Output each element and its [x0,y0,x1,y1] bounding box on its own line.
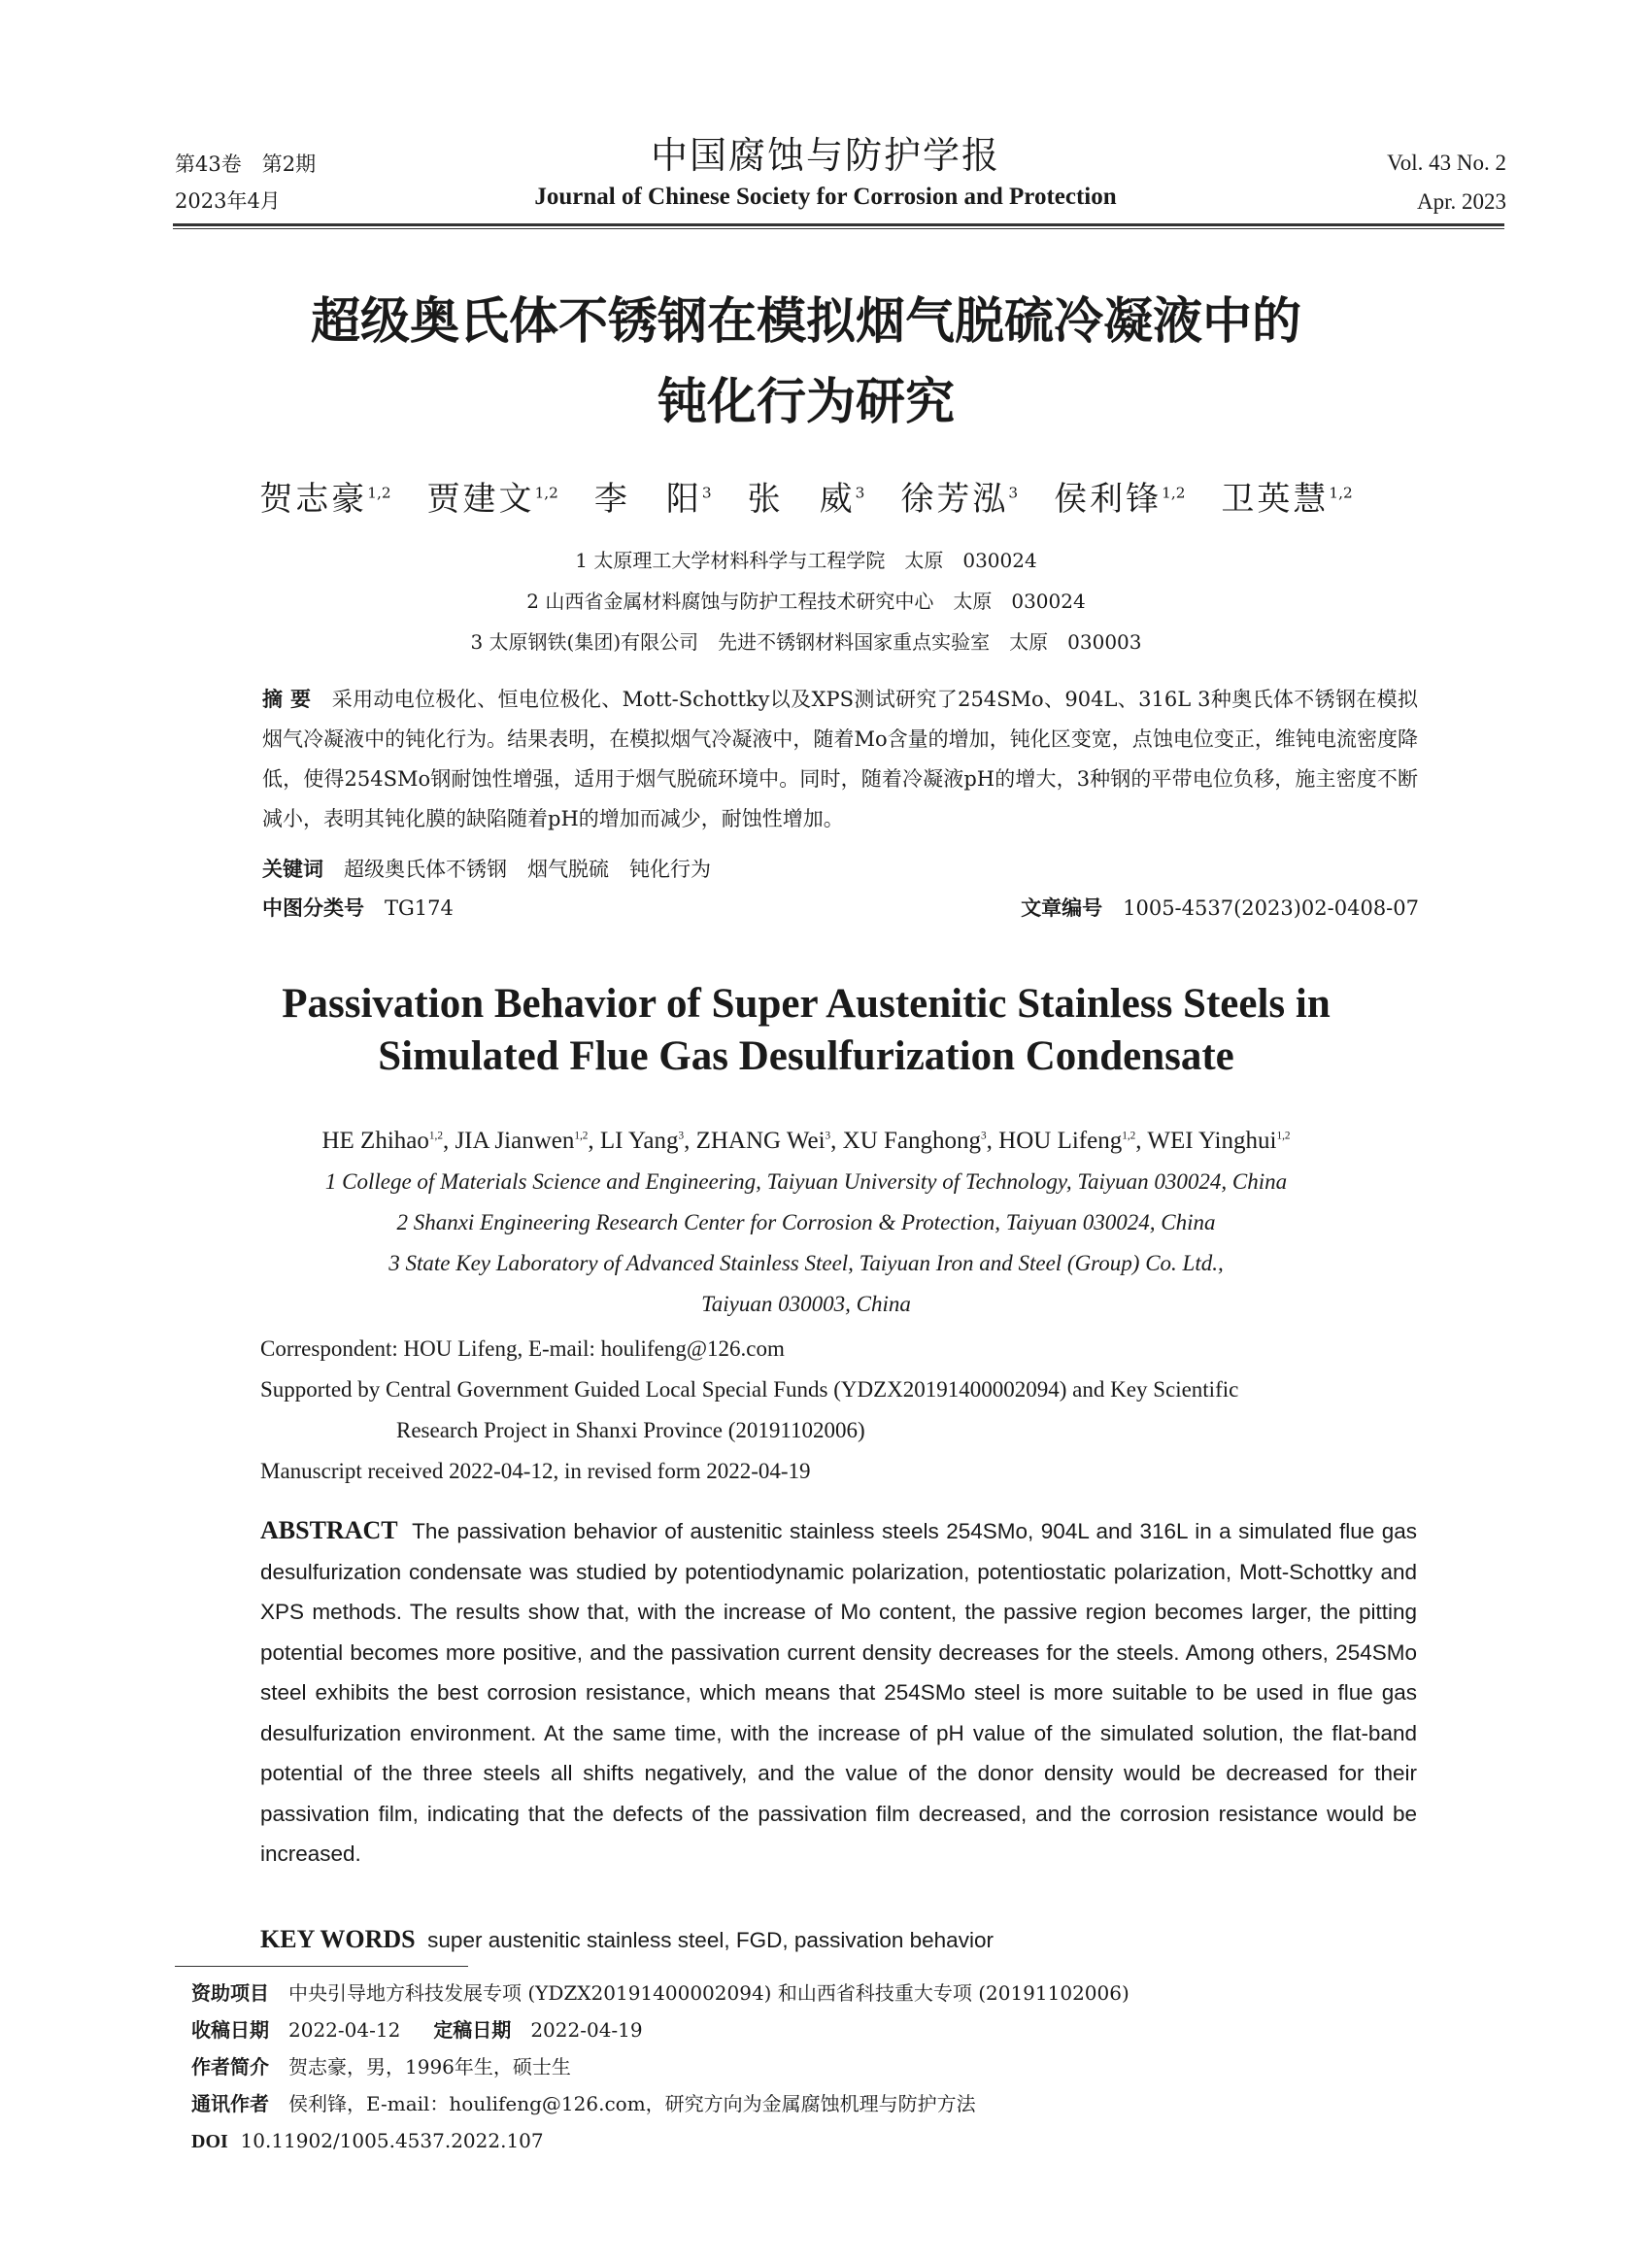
author-en-affil-mark: 3 [678,1131,685,1142]
author-cn [900,480,1018,519]
author-list-en [175,1117,1437,1161]
author-separator: , [442,1128,455,1155]
affiliation-cn-1: 1 太原理工大学材料科学与工程学院 太原 030024 [575,549,1037,572]
received-label: 收稿日期 [191,2018,269,2042]
author-en-name: WEI Yinghui [1147,1128,1277,1155]
author-en-name: HE Zhihao [321,1128,429,1155]
author-en-affil-mark: 3 [825,1131,831,1142]
author-cn [427,480,558,519]
article-number-value: 1005-4537(2023)02-0408-07 [1123,896,1419,920]
abstract-en-text: The passivation behavior of austenitic stainless steels 254SMo, 904L and 316L in a simulated flue gas desulfurization condensate was studied by potentiodynamic polarization, potentiostatic polarization, Mott-Schottky and XPS methods. The results show that, with the increase of Mo content, the passive region becomes larger, the pitting potential becomes more positive, and the passivation current density decreases for the steels. Among others, 254SMo steel exhibits the best corrosion resistance, which means that 254SMo steel is more suitable to be used in flue gas desulfurization environment. At the same time, with the increase of pH value of the simulated solution, the flat-band potential of the three steels all shifts negatively, and the value of the donor density would be decreased for their passivation film, indicating that the defects of the passivation film decreased, and the corrosion resistance would be increased. [260,1519,1417,1866]
affiliations-cn [175,540,1437,662]
journal-title-en: Journal of Chinese Society for Corrosion and Protection [534,184,1117,210]
keywords-en-label: KEY WORDS [260,1925,416,1953]
author-separator: , [1135,1128,1148,1155]
author-cn-affil-mark: 1,2 [367,485,391,502]
footnote-funding [191,1975,1473,2011]
author-bio-label: 作者简介 [191,2055,269,2078]
author-cn-name: 侯利锋 [1054,480,1163,520]
funding-en-line-2: Research Project in Shanxi Province (20191102006) [396,1418,865,1442]
journal-title-cn: 中国腐蚀与防护学报 [650,134,1000,177]
author-en [321,1128,455,1154]
corresponding-label: 通讯作者 [191,2092,269,2115]
volume-issue-en: Vol. 43 No. 2 [1387,151,1506,175]
author-en-affil-mark: 1,2 [574,1131,589,1142]
abstract-cn-text: 采用动电位极化、恒电位极化、Mott-Schottky以及XPS测试研究了254SMo、904L、316L 3种奥氏体不锈钢在模拟烟气冷凝液中的钝化行为。结果表明，在模拟烟气冷凝液中，随着Mo含量的增加，钝化区变宽，点蚀电位变正，维钝电流密度降低，使得254SMo钢耐蚀性增强，适用于烟气脱硫环境中。同时，随着冷凝液pH的增大，3种钢的平带电位负移，施主密度不断减小，表明其钝化膜的缺陷随着pH的增加而减少，耐蚀性增加。 [262,688,1419,830]
clc-value: TG174 [385,896,454,920]
author-cn-affil-mark: 1,2 [1329,485,1353,502]
affiliation-en-1: 1 College of Materials Science and Engineering, Taiyuan University of Technology, Taiyuan 030024, China [324,1169,1288,1194]
funding-label: 资助项目 [191,1981,269,2005]
abstract-cn-label: 摘 要 [262,688,312,711]
paper-title-en-line-2: Simulated Flue Gas Desulfurization Condensate [378,1033,1234,1079]
author-cn-name: 卫英慧 [1221,480,1330,520]
author-en-affil-mark: 1,2 [1276,1131,1291,1142]
author-en-affil-mark: 1,2 [428,1131,443,1142]
author-cn-affil-mark: 3 [855,485,865,502]
clc-label: 中图分类号 [262,896,364,920]
author-cn [594,480,712,519]
paper-title-en [175,978,1437,1083]
header-journal [369,131,1282,215]
date-cn: 2023年4月 [175,189,281,213]
keywords-en [260,1920,1417,1960]
keywords-cn [262,850,1418,889]
accepted-value: 2022-04-19 [530,2018,643,2042]
author-cn-affil-mark: 3 [701,485,712,502]
affiliation-en-2: 2 Shanxi Engineering Research Center for Corrosion & Protection, Taiyuan 030024, China [396,1210,1216,1234]
author-cn [1221,480,1352,519]
affiliations-en [175,1162,1437,1325]
header-rule-thick [173,223,1504,226]
author-cn-affil-mark: 1,2 [534,485,558,502]
author-list-cn [175,469,1437,524]
author-en [1147,1128,1290,1154]
author-en [843,1128,998,1154]
author-separator: , [588,1128,600,1155]
doi-label: DOI [191,2131,228,2152]
author-en [600,1128,696,1154]
keywords-en-text: super austenitic stainless steel, FGD, passivation behavior [427,1928,994,1952]
paper-title-cn-line-2: 钝化行为研究 [657,374,955,431]
footnote-corresponding [191,2085,1473,2122]
article-number-label: 文章编号 [1021,896,1103,920]
footnote-dates [191,2011,1473,2048]
abstract-cn [262,680,1418,839]
author-en [455,1128,599,1154]
author-separator: , [830,1128,843,1155]
author-cn-name: 徐芳泓 [900,480,1009,520]
author-en [696,1128,843,1154]
author-en-affil-mark: 1,2 [1122,1131,1136,1142]
author-en-name: JIA Jianwen [455,1128,575,1155]
author-bio-value: 贺志豪，男，1996年生，硕士生 [288,2055,571,2078]
author-en-name: HOU Lifeng [998,1128,1123,1155]
corresponding-value: 侯利锋，E-mail：houlifeng@126.com，研究方向为金属腐蚀机理与防护方法 [288,2092,976,2115]
paper-title-cn [175,282,1437,443]
funding-en-line-1: Supported by Central Government Guided Local Special Funds (YDZX20191400002094) and Key Scientific [260,1377,1239,1402]
footnote-doi [191,2122,1473,2160]
author-en-affil-mark: 3 [981,1131,987,1142]
affiliation-en-3: 3 State Key Laboratory of Advanced Stainless Steel, Taiyuan Iron and Steel (Group) Co. Ltd., [388,1251,1224,1275]
author-cn-name: 贺志豪 [259,480,368,520]
author-en-name: ZHANG Wei [695,1128,826,1155]
accepted-label: 定稿日期 [433,2018,512,2042]
author-cn-name: 张 威 [747,480,856,520]
doi-value: 10.11902/1005.4537.2022.107 [240,2129,544,2152]
date-en: Apr. 2023 [1417,189,1506,214]
author-cn-affil-mark: 1,2 [1162,485,1186,502]
author-cn-name: 贾建文 [426,480,535,520]
affiliation-cn-3: 3 太原钢铁(集团)有限公司 先进不锈钢材料国家重点实验室 太原 030003 [470,630,1142,654]
header-rule-thin [173,228,1504,229]
author-separator: , [684,1128,696,1155]
funding-value: 中央引导地方科技发展专项 (YDZX20191400002094) 和山西省科技重大专项 (20191102006) [288,1981,1129,2005]
affiliation-en-3-cont: Taiyuan 030003, China [701,1292,911,1316]
author-en [998,1128,1147,1154]
affiliation-cn-2: 2 山西省金属材料腐蚀与防护工程技术研究中心 太原 030024 [526,590,1086,613]
paper-title-cn-line-1: 超级奥氏体不锈钢在模拟烟气脱硫冷凝液中的 [310,293,1301,351]
footnote-rule [175,1966,468,1967]
author-cn [1054,480,1185,519]
paper-title-en-line-1: Passivation Behavior of Super Austenitic Stainless Steels in [282,981,1331,1027]
author-cn-name: 李 阳 [593,480,702,520]
author-cn-affil-mark: 3 [1008,485,1019,502]
author-en-name: XU Fanghong [842,1128,982,1155]
footnote-author [191,2048,1473,2085]
author-en-name: LI Yang [599,1128,679,1155]
abstract-en-label: ABSTRACT [260,1516,398,1544]
article-info-en [260,1329,1426,1492]
volume-issue-cn: 第43卷 第2期 [175,152,317,176]
author-separator: , [986,1128,999,1155]
header-volume-date-cn [175,146,316,220]
author-cn [748,480,865,519]
footnotes [191,1975,1473,2160]
abstract-en [260,1510,1417,1875]
header-volume-date-en [1387,144,1506,221]
keywords-cn-label: 关键词 [262,858,323,881]
keywords-cn-text: 超级奥氏体不锈钢 烟气脱硫 钝化行为 [344,858,711,881]
article-number [1021,889,1419,928]
manuscript-dates: Manuscript received 2022-04-12, in revised form 2022-04-19 [260,1459,811,1483]
author-cn [259,480,390,519]
correspondent: Correspondent: HOU Lifeng, E-mail: houlifeng@126.com [260,1336,785,1361]
received-value: 2022-04-12 [288,2018,401,2042]
